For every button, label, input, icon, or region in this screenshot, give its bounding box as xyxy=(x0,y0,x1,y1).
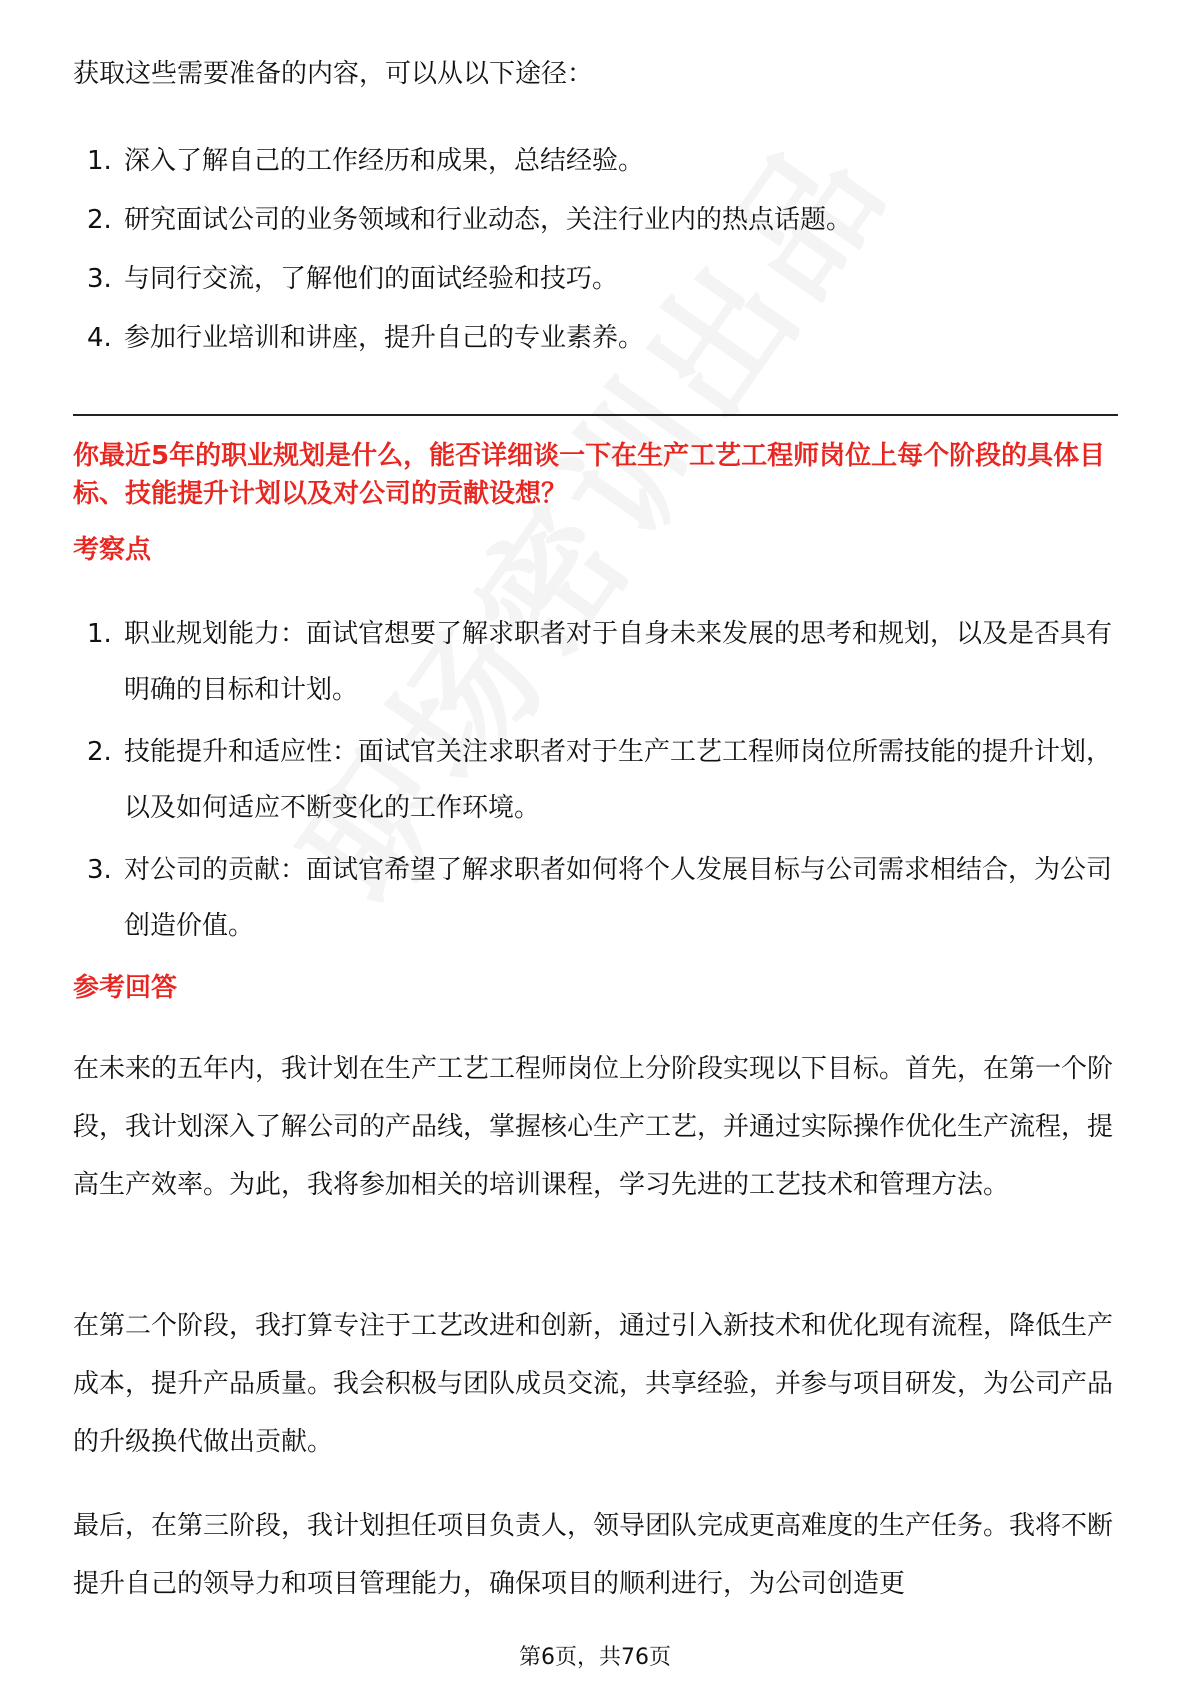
list-item: 2. 技能提升和适应性：面试官关注求职者对于生产工艺工程师岗位所需技能的提升计划，以及如何适应不断变化的工作环境。 xyxy=(87,737,1113,823)
list-item: 3. 与同行交流，了解他们的面试经验和技巧。 xyxy=(87,264,619,294)
answer-paragraph: 最后，在第三阶段，我计划担任项目负责人，领导团队完成更高难度的生产任务。我将不断提升自己的领导力和项目管理能力，确保项目的顺利进行，为公司创造更 xyxy=(73,1511,1114,1599)
list-item: 3. 对公司的贡献：面试官希望了解求职者如何将个人发展目标与公司需求相结合，为公司创造价值。 xyxy=(87,855,1113,941)
answer-heading: 参考回答 xyxy=(73,973,178,1003)
assessment-heading: 考察点 xyxy=(73,535,152,565)
interview-question: 你最近5年的职业规划是什么，能否详细谈一下在生产工艺工程师岗位上每个阶段的具体目标、技能提升计划以及对公司的贡献设想？ xyxy=(73,441,1106,509)
list-item: 1. 深入了解自己的工作经历和成果，总结经验。 xyxy=(87,146,645,176)
answer-paragraph: 在未来的五年内，我计划在生产工艺工程师岗位上分阶段实现以下目标。首先，在第一个阶段，我计划深入了解公司的产品线，掌握核心生产工艺，并通过实际操作优化生产流程，提高生产效率。为此，我将参加相关的培训课程，学习先进的工艺技术和管理方法。 xyxy=(73,1054,1114,1200)
list-item: 4. 参加行业培训和讲座，提升自己的专业素养。 xyxy=(87,323,645,353)
list-item: 2. 研究面试公司的业务领域和行业动态，关注行业内的热点话题。 xyxy=(87,205,853,235)
prep-steps-list xyxy=(73,142,1113,378)
section-divider xyxy=(73,414,1118,416)
intro-text: 获取这些需要准备的内容，可以从以下途径： xyxy=(73,59,594,89)
page-number: 第6页，共76页 xyxy=(519,1645,671,1670)
assessment-list xyxy=(73,606,1113,960)
answer-paragraph: 在第二个阶段，我打算专注于工艺改进和创新，通过引入新技术和优化现有流程，降低生产成本，提升产品质量。我会积极与团队成员交流，共享经验，并参与项目研发，为公司产品的升级换代做出贡献。 xyxy=(73,1311,1114,1457)
list-item: 1. 职业规划能力：面试官想要了解求职者对于自身未来发展的思考和规划，以及是否具有明确的目标和计划。 xyxy=(87,619,1113,705)
